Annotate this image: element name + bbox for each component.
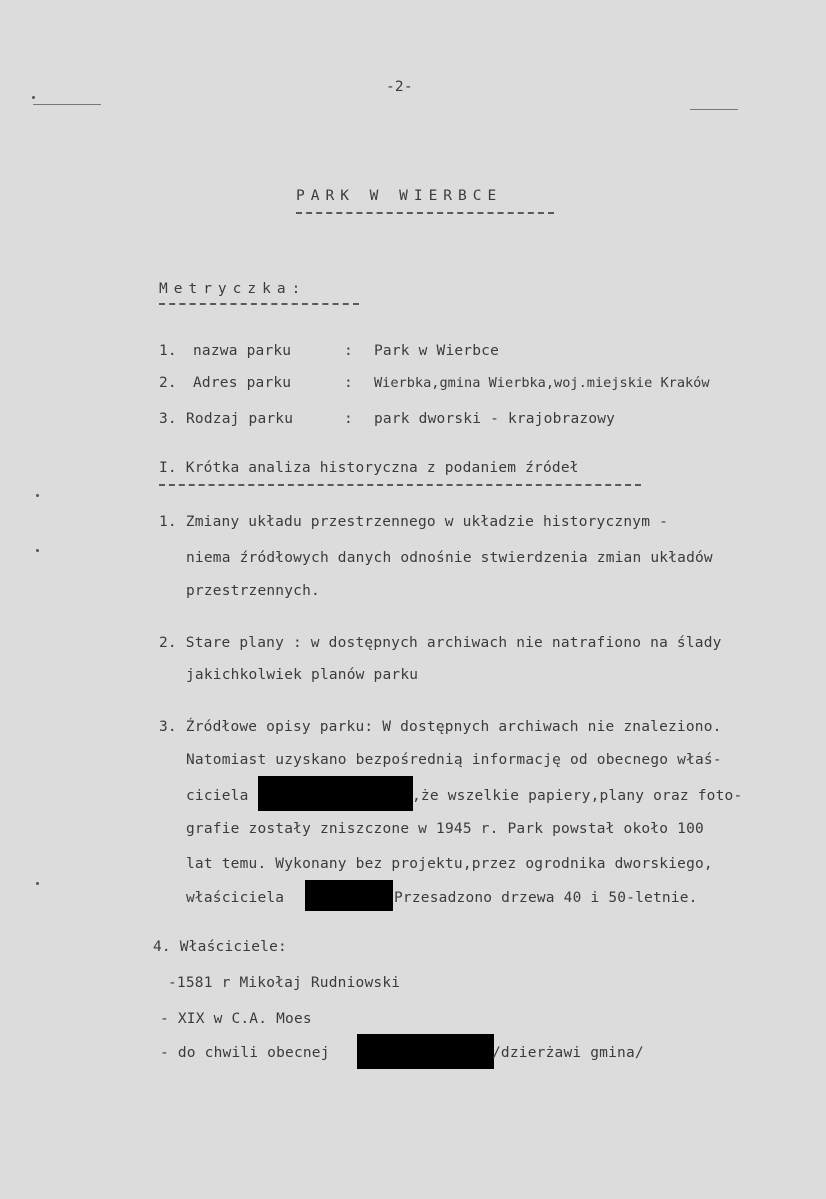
item-line: 1. Zmiany układu przestrzennego w układzie historycznym - xyxy=(159,514,668,530)
row-value: Park w Wierbce xyxy=(374,343,500,359)
title-underline xyxy=(296,212,554,214)
row-value: Wierbka,gmina Wierbka,woj.miejskie Kraków xyxy=(374,375,710,391)
metryczka-heading: Metryczka: xyxy=(159,281,307,297)
item-line: lat temu. Wykonany bez projektu,przez ogrodnika dworskiego, xyxy=(186,856,713,872)
row-value: park dworski - krajobrazowy xyxy=(374,411,616,427)
owner-entry: -1581 r Mikołaj Rudniowski xyxy=(168,975,401,991)
item-line: jakichkolwiek planów parku xyxy=(186,667,419,683)
row-number: 1. xyxy=(159,343,177,359)
item-line: ,że wszelkie papiery,plany oraz foto- xyxy=(412,788,743,804)
speck xyxy=(36,882,39,885)
item-line: Natomiast uzyskano bezpośrednią informację od obecnego właś- xyxy=(186,752,722,768)
item-line: niema źródłowych danych odnośnie stwierdzenia zmian układów xyxy=(186,550,713,566)
owner-entry: - XIX w C.A. Moes xyxy=(160,1011,312,1027)
speck xyxy=(36,494,39,497)
owners-heading: 4. Właściciele: xyxy=(153,939,287,955)
redaction-box xyxy=(357,1034,494,1069)
margin-mark xyxy=(690,109,738,110)
row-number: 3. xyxy=(159,411,177,427)
speck xyxy=(36,549,39,552)
item-line: przestrzennych. xyxy=(186,583,320,599)
speck xyxy=(32,96,35,99)
row-label: Rodzaj parku xyxy=(186,411,294,427)
metryczka-underline xyxy=(159,303,359,305)
row-number: 2. xyxy=(159,375,177,391)
row-separator: : xyxy=(344,343,353,359)
row-separator: : xyxy=(344,411,353,427)
item-line: właściciela xyxy=(186,890,285,906)
document-title: PARK W WIERBCE xyxy=(296,188,503,204)
owner-entry: - do chwili obecnej xyxy=(160,1045,330,1061)
redaction-box xyxy=(258,776,413,811)
redaction-box xyxy=(305,880,393,911)
item-line: 2. Stare plany : w dostępnych archiwach nie natrafiono na ślady xyxy=(159,635,722,651)
margin-mark xyxy=(33,104,101,105)
section-underline xyxy=(159,484,641,486)
page-number: -2- xyxy=(386,79,413,95)
item-line: 3. Źródłowe opisy parku: W dostępnych archiwach nie znaleziono. xyxy=(159,719,722,735)
item-line: grafie zostały zniszczone w 1945 r. Park powstał około 100 xyxy=(186,821,704,837)
row-separator: : xyxy=(344,375,353,391)
row-label: nazwa parku xyxy=(193,343,292,359)
item-line: ciciela xyxy=(186,788,249,804)
row-label: Adres parku xyxy=(193,375,292,391)
owner-entry: /dzierżawi gmina/ xyxy=(492,1045,644,1061)
section-heading: I. Krótka analiza historyczna z podaniem źródeł xyxy=(159,460,579,476)
item-line: Przesadzono drzewa 40 i 50-letnie. xyxy=(394,890,698,906)
